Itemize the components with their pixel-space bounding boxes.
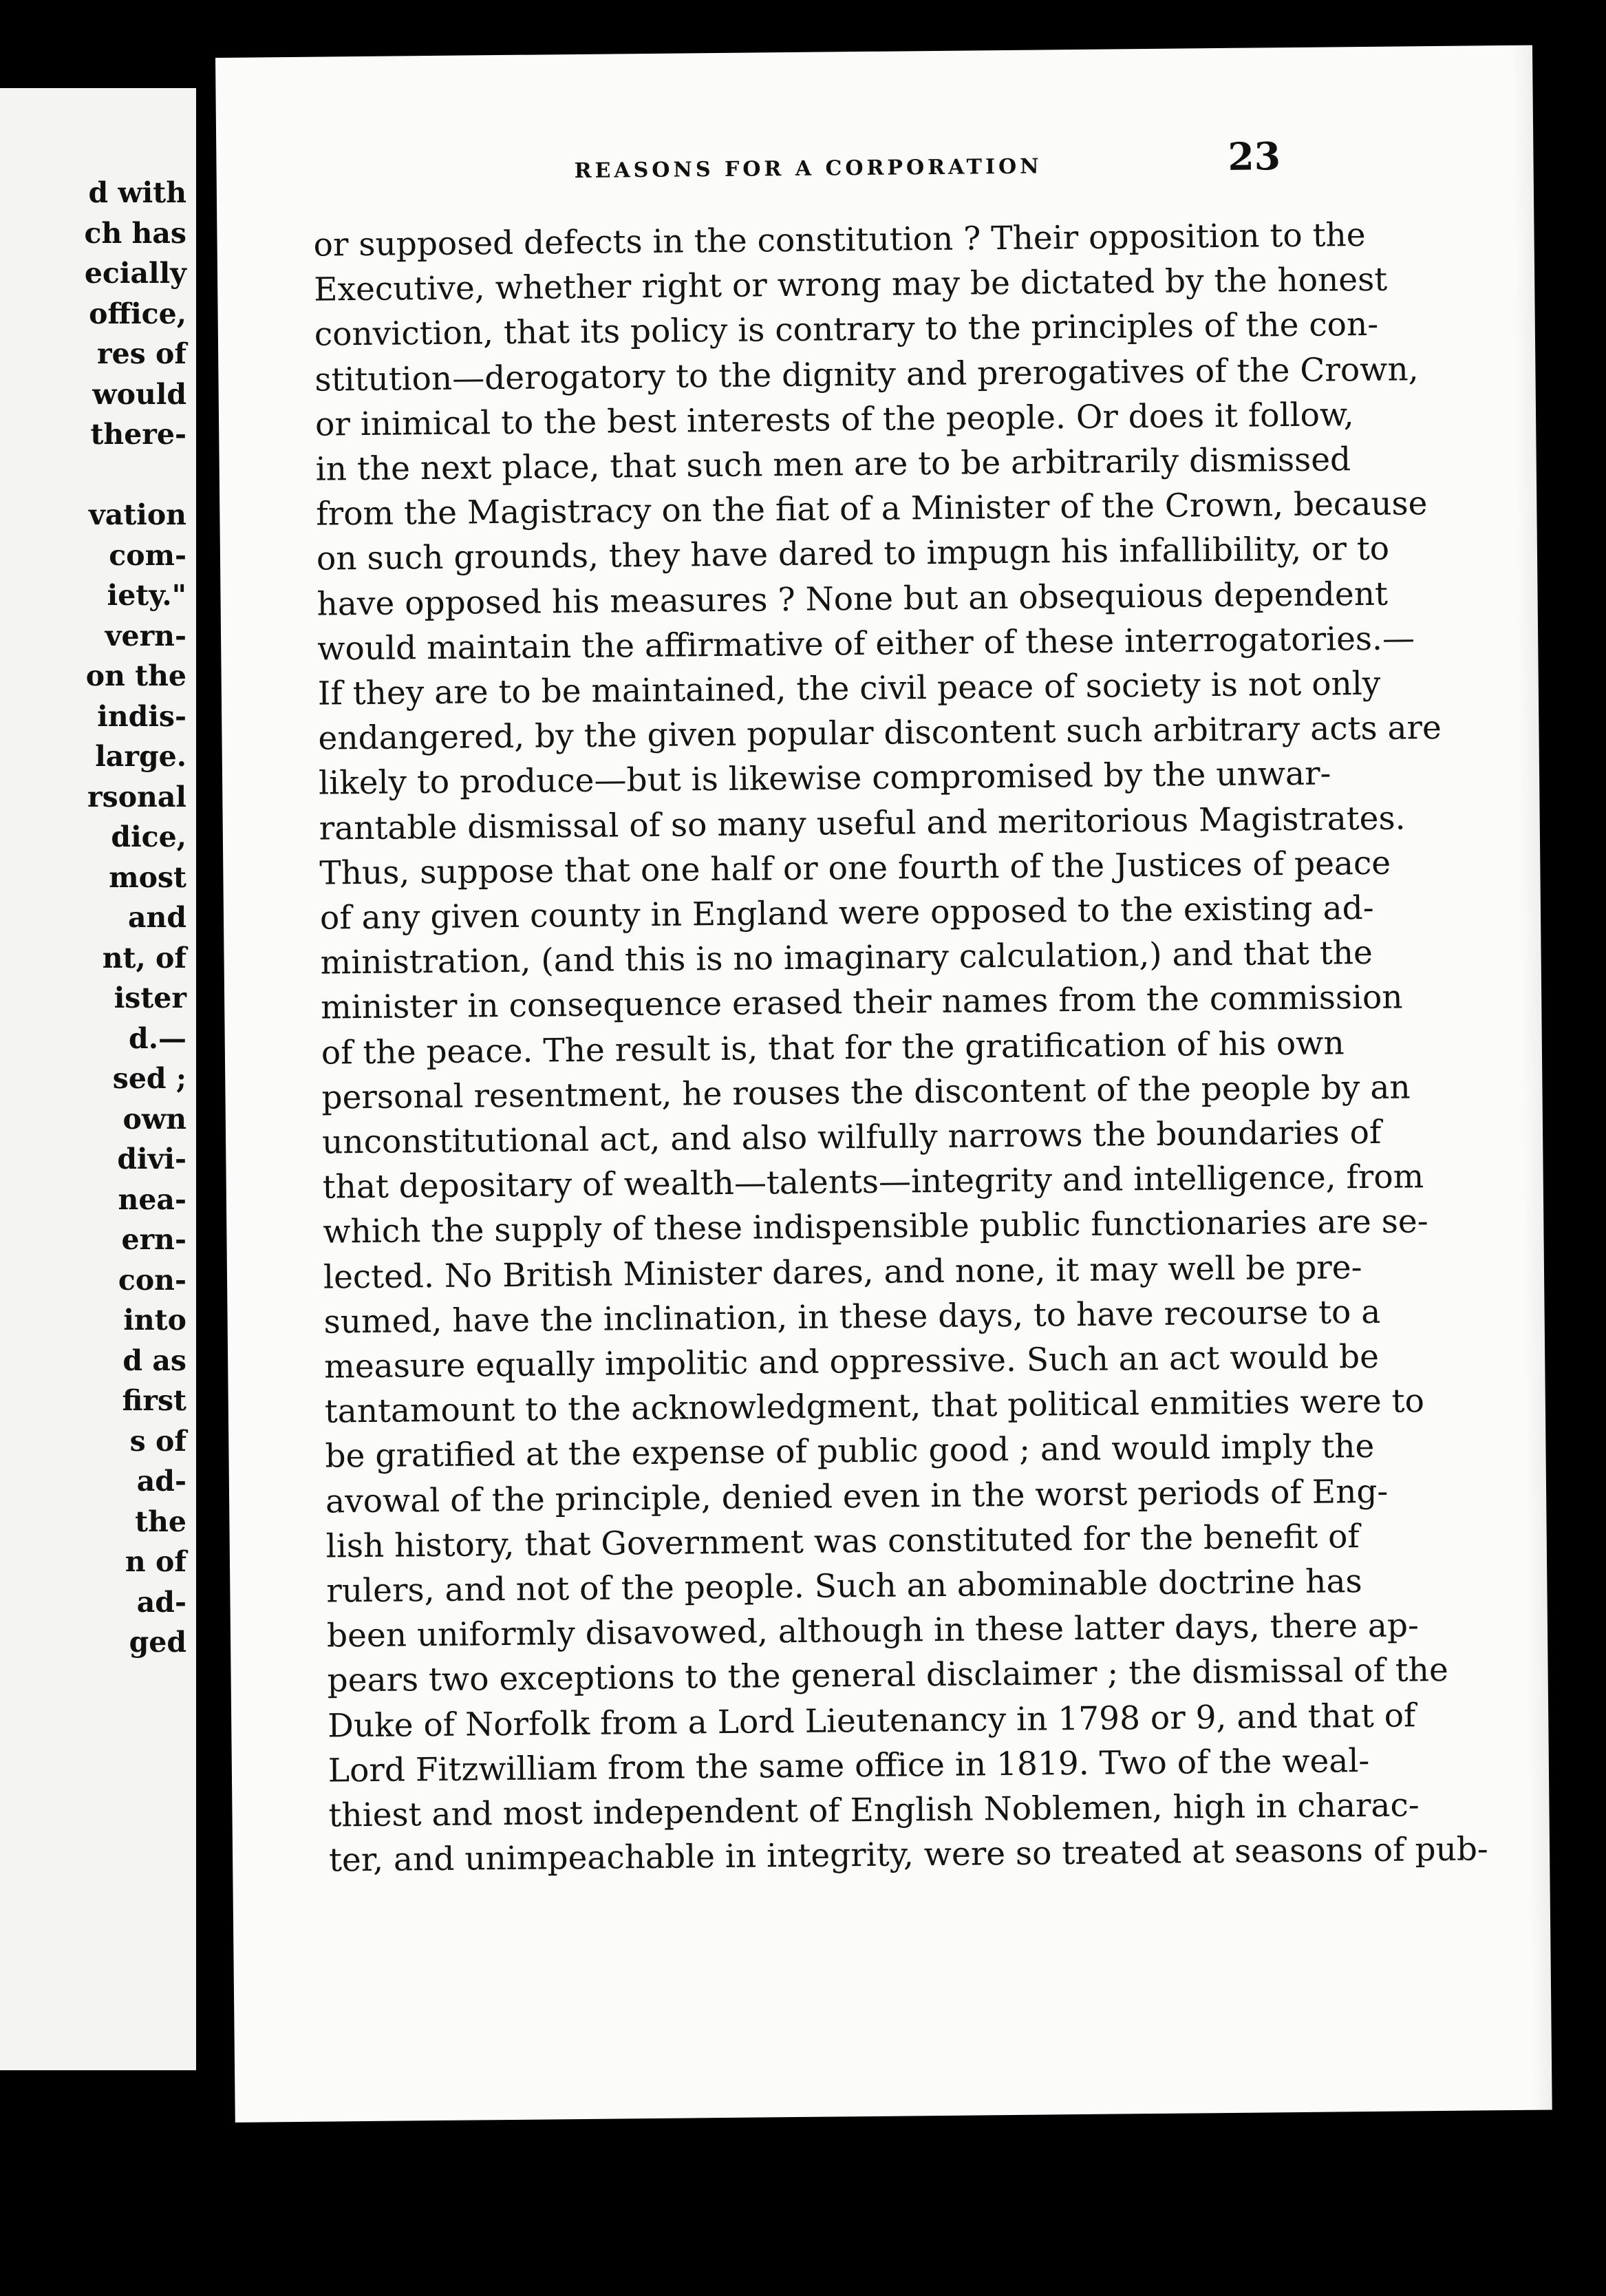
left-page-line: ad- (136, 1585, 186, 1619)
body-line: from the Magistracy on the fiat of a Minister of the Crown, because (316, 485, 1428, 533)
body-line: Thus, suppose that one half or one fourth of the Justices of peace (319, 844, 1391, 893)
left-page-line: d as (122, 1343, 186, 1377)
left-page-line: nt, of (102, 941, 186, 975)
body-line: on such grounds, they have dared to impugn his infallibility, or to (316, 530, 1390, 579)
left-page-line: d.— (129, 1021, 186, 1055)
left-page-line: sed ; (112, 1062, 186, 1095)
left-page-line: there- (90, 418, 186, 451)
left-page-line: ged (129, 1626, 186, 1659)
body-line: endangered, by the given popular discontent such arbitrary acts are (318, 709, 1442, 758)
body-line: personal resentment, he rouses the discontent of the people by an (321, 1068, 1411, 1117)
body-line: of the peace. The result is, that for the gratification of his own (321, 1023, 1345, 1072)
left-page-fragment (0, 88, 196, 2070)
body-line: Executive, whether right or wrong may be dictated by the honest (313, 260, 1388, 309)
body-line: Lord Fitzwilliam from the same office in 1819. Two of the weal- (328, 1741, 1370, 1790)
body-line: ter, and unimpeachable in integrity, were so treated at seasons of pub- (328, 1830, 1489, 1880)
left-page-line: vern- (105, 619, 186, 652)
body-line: rantable dismissal of so many useful and meritorious Magistrates. (319, 799, 1406, 848)
body-text (313, 215, 1489, 1880)
book-gutter (196, 88, 215, 2070)
left-page-line: rsonal (87, 780, 186, 814)
body-line: have opposed his measures ? None but an obsequious dependent (317, 575, 1389, 624)
body-line: be gratified at the expense of public good ; and would imply the (325, 1427, 1375, 1476)
left-page-line: on the (85, 659, 186, 692)
body-line: stitution—derogatory to the dignity and prerogatives of the Crown, (314, 350, 1419, 399)
body-line: likely to produce—but is likewise compromised by the unwar- (318, 754, 1331, 802)
left-page-line: the (135, 1505, 186, 1538)
left-page-line: dice, (111, 820, 186, 853)
body-line: conviction, that its policy is contrary to the principles of the con- (314, 306, 1379, 354)
running-head: REASONS FOR A CORPORATION (574, 154, 1042, 183)
left-page-line: vation (88, 498, 186, 531)
left-page-line: s of (129, 1424, 186, 1458)
body-line: or supposed defects in the constitution ? Their opposition to the (313, 215, 1366, 264)
left-page-line: con- (118, 1263, 186, 1297)
right-page (215, 45, 1552, 2123)
left-page-line: ecially (84, 257, 186, 290)
left-page-line: most (109, 860, 186, 894)
left-page-line: d with (88, 176, 186, 209)
body-line: If they are to be maintained, the civil peace of society is not only (317, 664, 1381, 713)
body-line: Duke of Norfolk from a Lord Lieutenancy in 1798 or 9, and that of (328, 1696, 1416, 1745)
left-page-line: large. (95, 740, 186, 773)
left-page-line: ister (114, 981, 186, 1014)
left-page-line: ern- (121, 1223, 186, 1256)
left-page-line: would (92, 377, 186, 411)
left-page-line: nea- (118, 1182, 186, 1216)
body-line: that depositary of wealth—talents—integrity and intelligence, from (322, 1158, 1424, 1207)
left-page-line: ad- (136, 1465, 186, 1498)
page-number: 23 (1228, 134, 1281, 179)
body-line: been uniformly disavowed, although in these latter days, there ap- (326, 1606, 1420, 1655)
left-page-line: ch has (84, 216, 186, 250)
body-line: measure equally impolitic and oppressive. Such an act would be (324, 1337, 1380, 1386)
body-line: unconstitutional act, and also wilfully narrows the boundaries of (321, 1113, 1382, 1162)
body-line: of any given county in England were opposed to the existing ad- (319, 889, 1374, 937)
body-line: rulers, and not of the people. Such an abominable doctrine has (326, 1562, 1362, 1611)
body-line: thiest and most independent of English Noblemen, high in charac- (328, 1786, 1420, 1835)
body-line: avowal of the principle, denied even in the worst periods of Eng- (325, 1472, 1389, 1521)
left-page-line: iety." (107, 579, 186, 612)
left-page-line: com- (109, 538, 186, 572)
left-page-line: into (123, 1304, 186, 1337)
body-line: sumed, have the inclination, in these days, to have recourse to a (323, 1293, 1381, 1341)
body-line: lected. No British Minister dares, and none, it may well be pre- (323, 1248, 1362, 1297)
body-line: tantamount to the acknowledgment, that political enmities were to (324, 1382, 1425, 1431)
left-page-line: divi- (117, 1142, 186, 1176)
left-page-line: office, (89, 297, 186, 330)
left-page-line: and (127, 901, 186, 934)
body-line: or inimical to the best interests of the people. Or does it follow, (314, 395, 1354, 444)
body-line: ministration, (and this is no imaginary calculation,) and that the (320, 934, 1373, 982)
left-page-line: own (122, 1102, 186, 1136)
left-page-line: indis- (97, 699, 186, 733)
left-page-line: n of (125, 1545, 186, 1578)
body-line: minister in consequence erased their names from the commission (320, 978, 1403, 1027)
body-line: lish history, that Government was constituted for the benefit of (325, 1517, 1360, 1566)
body-line: which the supply of these indispensible public functionaries are se- (323, 1202, 1428, 1251)
body-line: would maintain the affirmative of either of these interrogatories.— (317, 619, 1415, 668)
body-line: in the next place, that such men are to be arbitrarily dismissed (315, 440, 1351, 489)
left-page-line: first (122, 1384, 186, 1417)
body-line: pears two exceptions to the general disclaimer ; the dismissal of the (327, 1651, 1449, 1700)
left-page-line: res of (96, 337, 186, 370)
